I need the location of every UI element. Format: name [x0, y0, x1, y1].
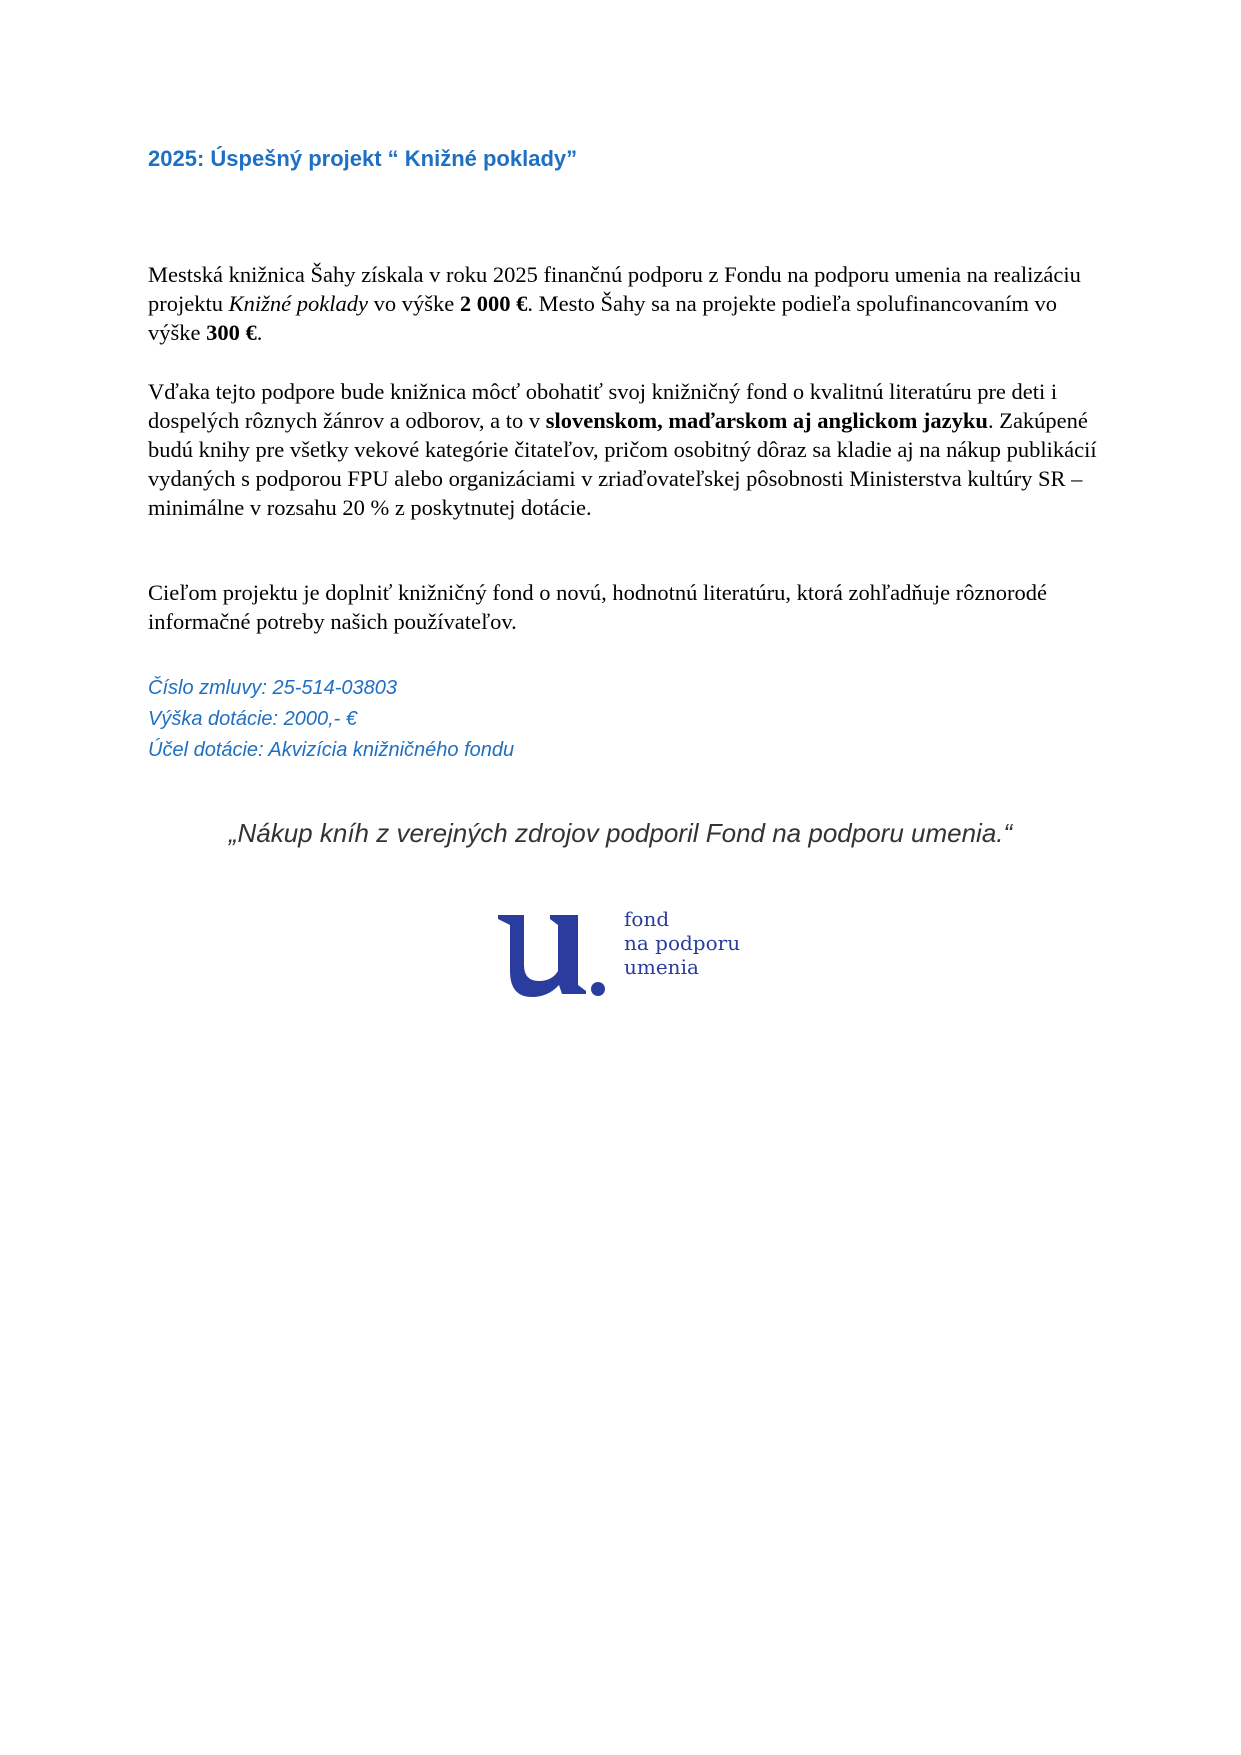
languages-text: slovenskom, maďarskom aj anglickom jazyku	[545, 408, 988, 433]
paragraph-goal: Cieľom projektu je doplniť knižničný fond o novú, hodnotnú literatúru, ktorá zohľadňuje rôznorodé informačné potreby našich používateľov.	[148, 580, 1047, 634]
fpu-logo-mark-icon	[496, 905, 606, 1005]
paragraph-text: Mestská knižnica Šahy získala v roku 2025 finančnú podporu z Fondu na podporu umenia na realizáciu projektu	[148, 262, 1081, 316]
contract-number: Číslo zmluvy: 25-514-03803	[148, 677, 398, 699]
fpu-logo	[496, 905, 756, 1005]
paragraph-text: . Zakúpené budú knihy pre všetky vekové kategórie čitateľov, pričom osobitný dôraz sa kladie aj na nákup publikácií vydaných s podporou FPU alebo organizáciami v zriaďovateľskej pôsobnosti Ministerstva kultúry SR – minimálne v rozsahu 20 % z poskytnutej dotácie.	[148, 408, 1097, 520]
grant-amount: Výška dotácie: 2000,- €	[148, 708, 358, 730]
grant-info	[148, 673, 514, 766]
page-title: 2025: Úspešný projekt “ Knižné poklady”	[148, 146, 578, 171]
paragraph-purpose	[148, 377, 1098, 522]
cofinance-amount: 300 €	[206, 320, 257, 345]
grant-purpose: Účel dotácie: Akvizícia knižničného fondu	[148, 739, 515, 761]
paragraph-funding	[148, 260, 1098, 347]
logo-line: na podporu	[624, 931, 741, 955]
logo-line: umenia	[624, 955, 699, 979]
paragraph-text: . Mesto Šahy sa na projekte podieľa spolufinancovaním vo výške	[148, 291, 1057, 345]
project-name: Knižné poklady	[228, 291, 368, 316]
support-amount: 2 000 €	[459, 291, 528, 316]
paragraph-text: Vďaka tejto podpore bude knižnica môcť obohatiť svoj knižničný fond o kvalitnú literatúru pre deti i dospelých rôznych žánrov a odborov, a to v	[148, 379, 1058, 433]
paragraph-text: .	[256, 320, 263, 345]
logo-line: fond	[624, 907, 670, 931]
fpu-logo-wordmark	[624, 907, 740, 979]
paragraph-text: vo výške	[367, 291, 460, 316]
acknowledgement-quote: „Nákup kníh z verejných zdrojov podporil Fond na podporu umenia.“	[228, 818, 1013, 848]
